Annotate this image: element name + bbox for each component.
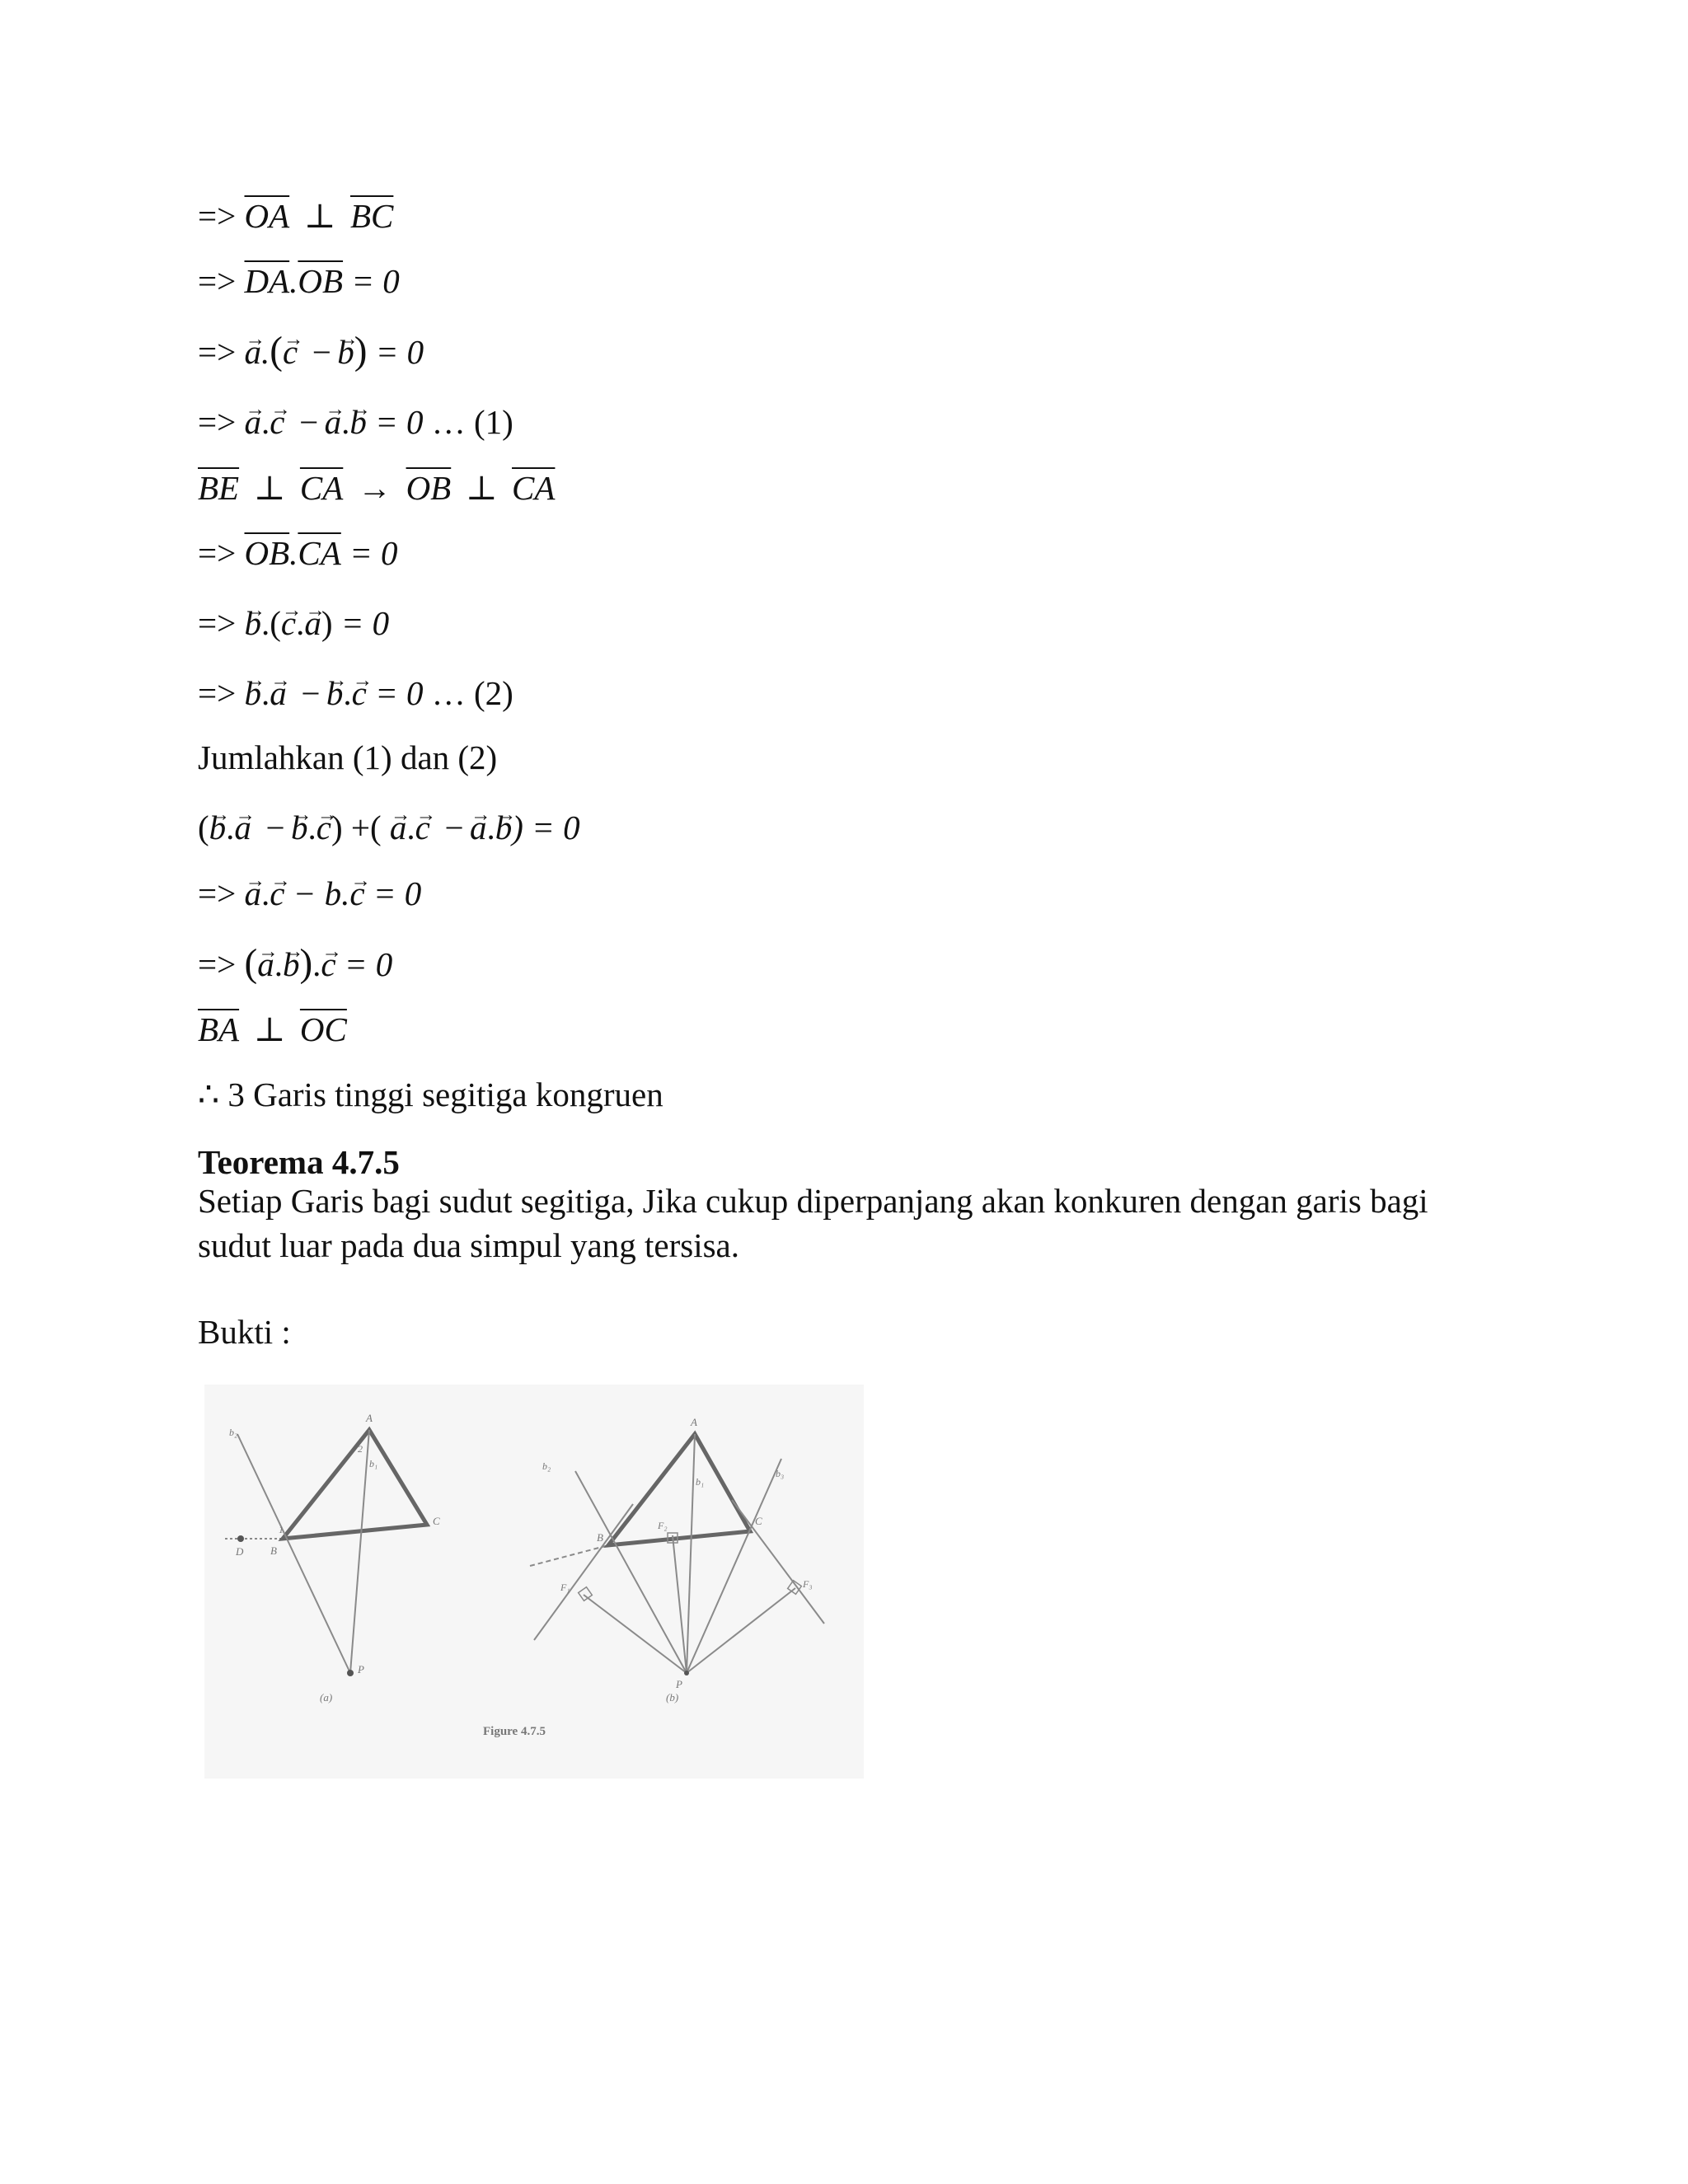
segment: $\overline{CA}$ [512,469,556,507]
bisector-b1-b [687,1434,695,1673]
vector-c: → c [281,602,296,644]
segment: $\overline{OB}$ [406,469,452,507]
equals-zero: = 0 [375,333,424,371]
equation-line-5 [198,466,555,509]
vector-a: → a [234,806,251,849]
vector-b: → b [245,672,262,715]
label-b2: b₂ [229,1427,238,1438]
label-c: C [433,1515,440,1527]
paren-open: .( [261,604,281,642]
vector-a: → a [245,330,262,373]
extension-ac [732,1500,824,1624]
geometry-figure [204,1385,864,1779]
label-c-b: C [755,1515,762,1527]
segment: $\overline{BA}$ [198,1010,240,1048]
vector-a: → a [270,672,287,715]
segment: $\overline{DA}$ [244,262,290,300]
implies-symbol: => [198,945,237,983]
minus-term: − b. [293,874,350,912]
segment: $\overline{BC}$ [349,197,394,235]
point-p [347,1670,354,1676]
equals-zero: = 0 [349,534,398,572]
external-bisector-b2-b [575,1471,687,1673]
dot-operator: . [289,534,298,572]
figure-caption: Figure 4.7.5 [483,1725,546,1738]
equation-line-2 [198,260,400,302]
vector-c: → c [415,806,430,849]
equals-zero: = 0 [375,403,424,441]
segment: $\overline{OB}$ [298,262,344,300]
angle-label-2: 2 [358,1443,363,1455]
segment: $\overline{BE}$ [198,469,240,507]
segment: $\overline{OC}$ [299,1010,347,1048]
vector-c: → c [270,401,284,443]
label-p: P [358,1663,364,1675]
dot-operator: . [289,262,298,300]
paren-open: ( [270,330,283,373]
extension-ab [534,1504,633,1640]
segment: $\overline{OB}$ [244,534,290,572]
perpendicular-pf3 [687,1588,795,1673]
equation-tag: … (1) [431,403,513,441]
perpendicular-symbol: ⊥ [253,469,286,507]
theorem-statement: Setiap Garis bagi sudut segitiga, Jika cukup diperpanjang akan konkuren dengan garis bagi sudut luar pada dua simpul yang tersisa. [198,1182,1428,1264]
perpendicular-symbol: ⊥ [465,469,498,507]
segment: $\overline{OA}$ [244,197,290,235]
equation-line-1 [198,194,393,237]
vector-b: → b [209,806,227,849]
sublabel-b: (b) [666,1691,679,1704]
label-b1: b₁ [369,1458,378,1469]
equation-line-10: (→ b.→ a − → b.→ c) +( → a.→ c − → a.→ b) = 0 [198,806,580,849]
vector-c: → c [283,330,298,373]
vector-b: → b [245,602,262,644]
dot-operator: . [261,333,270,371]
implies-symbol: => [198,403,237,441]
paren-close: ) [321,604,333,642]
vector-a: → a [390,806,407,849]
label-a: A [366,1412,373,1424]
vector-b: → b [283,943,300,986]
equation-line-13 [198,1008,347,1051]
vector-b: → b [326,672,344,715]
vector-a: → a [245,401,262,443]
instruction-text: Jumlahkan (1) dan (2) [198,738,498,776]
implies-symbol: => [198,333,237,371]
vector-c: → c [349,872,364,915]
equation-line-12: => (→ a.→ b).→ c = 0 [198,942,392,986]
vector-a: → a [470,806,487,849]
label-b-b: B [597,1531,603,1544]
label-a-b: A [691,1416,697,1428]
equation-line-6 [198,532,397,574]
theorem-title: Teorema 4.7.5 [198,1143,400,1181]
label-f1: F₁ [560,1582,570,1593]
minus-symbol: − [299,403,319,441]
label-f3: F₃ [803,1578,813,1590]
implies-symbol: => [198,534,237,572]
point-p-b [684,1671,689,1675]
panel-a-labels [229,1412,440,1704]
label-d: D [236,1545,244,1558]
minus-symbol: − [301,674,321,712]
vector-a: → a [325,401,342,443]
paren-close: ) [354,330,368,373]
equals-zero: = 0 [375,674,424,712]
therefore-symbol: ∴ [198,1076,220,1113]
proof-label: Bukti : [198,1313,291,1351]
vector-b: → b [349,401,367,443]
equation-line-4: => → a.→ c − → a.→ b = 0 … (1) [198,401,513,443]
vector-a: → a [304,602,321,644]
bisector-b1 [350,1430,369,1673]
label-p-b: P [676,1678,682,1690]
panel-a [225,1430,427,1676]
equation-line-7: => → b.(→ c.→ a) = 0 [198,602,389,644]
implies-symbol: => [198,262,237,300]
perpendicular-pf1 [584,1595,687,1673]
angle-label-1: 1 [279,1524,284,1535]
label-b1-b: b₁ [696,1476,705,1488]
segment: $\overline{CA}$ [298,534,341,572]
label-f2: F₂ [658,1520,668,1531]
equals-zero: = 0 [373,874,422,912]
vector-c: → c [352,672,367,715]
minus-symbol: − [312,333,331,371]
equals-zero: ) = 0 [512,808,580,846]
implies-symbol: => [198,604,237,642]
vector-c: → c [316,806,331,849]
equals-zero: = 0 [344,945,393,983]
sublabel-a: (a) [320,1691,333,1704]
label-b: B [270,1544,277,1557]
vector-b: → b [291,806,308,849]
label-b3-b: b₃ [776,1468,785,1479]
arrow-symbol: → [357,469,392,507]
vector-a: → a [257,943,274,986]
segment: $\overline{CA}$ [299,469,344,507]
external-bisector-b3-b [687,1459,781,1673]
triangle-abc [283,1430,427,1539]
external-bisector-b2 [237,1434,350,1673]
implies-symbol: => [198,197,237,235]
point-d [237,1535,244,1542]
vector-c: → c [270,872,284,915]
sum-operator: ) +( [331,808,382,846]
implies-symbol: => [198,874,237,912]
triangle-abc-b [608,1434,750,1545]
vector-c: → c [321,943,335,986]
equation-line-8: => → b.→ a − → b.→ c = 0 … (2) [198,672,513,715]
implies-symbol: => [198,674,237,712]
equation-line-11: => → a.→ c − b.→ c = 0 [198,872,421,915]
text-line-jumlahkan [198,736,497,779]
perpendicular-symbol: ⊥ [303,197,336,235]
conclusion-text: 3 Garis tinggi segitiga kongruen [227,1076,663,1113]
vector-b: → b [495,806,513,849]
equation-tag: … (2) [431,674,513,712]
label-b2-b: b₂ [542,1460,551,1472]
equals-zero: = 0 [340,604,390,642]
vector-a: → a [245,872,262,915]
perpendicular-symbol: ⊥ [253,1010,286,1048]
equals-zero: = 0 [351,262,400,300]
figure-4-7-5 [204,1385,864,1779]
conclusion-line [198,1073,663,1116]
equation-line-3 [198,330,424,373]
vector-b: → b [337,330,354,373]
